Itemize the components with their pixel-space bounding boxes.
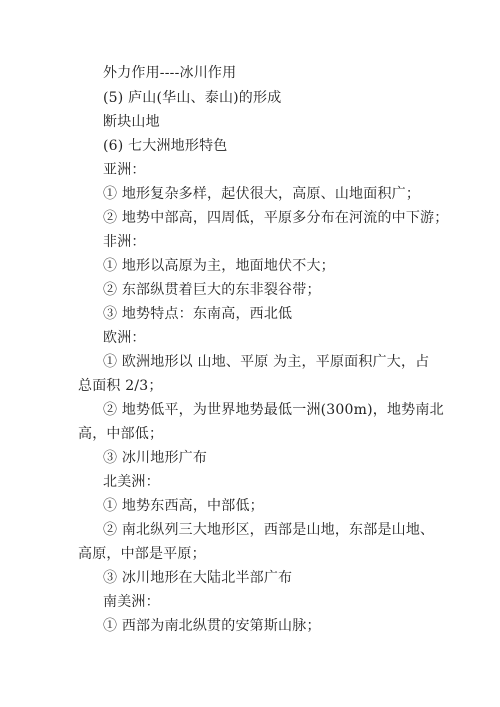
list-item-continuation: 高原，中部是平原； [78, 546, 206, 562]
list-item: ① 西部为南北纵贯的安第斯山脉； [103, 618, 321, 634]
list-item: ② 南北纵列三大地形区，西部是山地，东部是山地、 [103, 522, 435, 538]
section-heading: (6) 七大洲地形特色 [103, 138, 228, 154]
list-item-continuation: 总面积 2/3； [78, 378, 163, 394]
list-item: ② 地势低平，为世界地势最低一洲(300m)，地势南北 [103, 402, 444, 418]
text-line: 断块山地 [103, 114, 160, 130]
list-item: ③ 地势特点：东南高，西北低 [103, 306, 293, 322]
list-item: ③ 冰川地形在大陆北半部广布 [103, 570, 293, 586]
continent-heading: 非洲： [103, 234, 146, 250]
list-item: ② 地势中部高，四周低，平原多分布在河流的中下游； [103, 210, 449, 226]
list-item: ① 地形以高原为主，地面地伏不大； [103, 258, 335, 274]
list-item: ③ 冰川地形广布 [103, 450, 208, 466]
list-item: ① 地形复杂多样，起伏很大，高原、山地面积广； [103, 186, 421, 202]
text-line: 外力作用----冰川作用 [103, 65, 237, 81]
continent-heading: 南美洲： [103, 594, 160, 610]
continent-heading: 欧洲： [103, 330, 146, 346]
list-item: ① 地势东西高，中部低； [103, 498, 264, 514]
continent-heading: 亚洲： [103, 162, 146, 178]
list-item-continuation: 高，中部低； [78, 426, 164, 442]
list-item: ② 东部纵贯着巨大的东非裂谷带； [103, 282, 321, 298]
list-item: ① 欧洲地形以 山地、平原 为主，平原面积广大，占 [103, 354, 430, 370]
continent-heading: 北美洲： [103, 474, 160, 490]
text-line: (5) 庐山(华山、泰山)的形成 [103, 90, 282, 106]
